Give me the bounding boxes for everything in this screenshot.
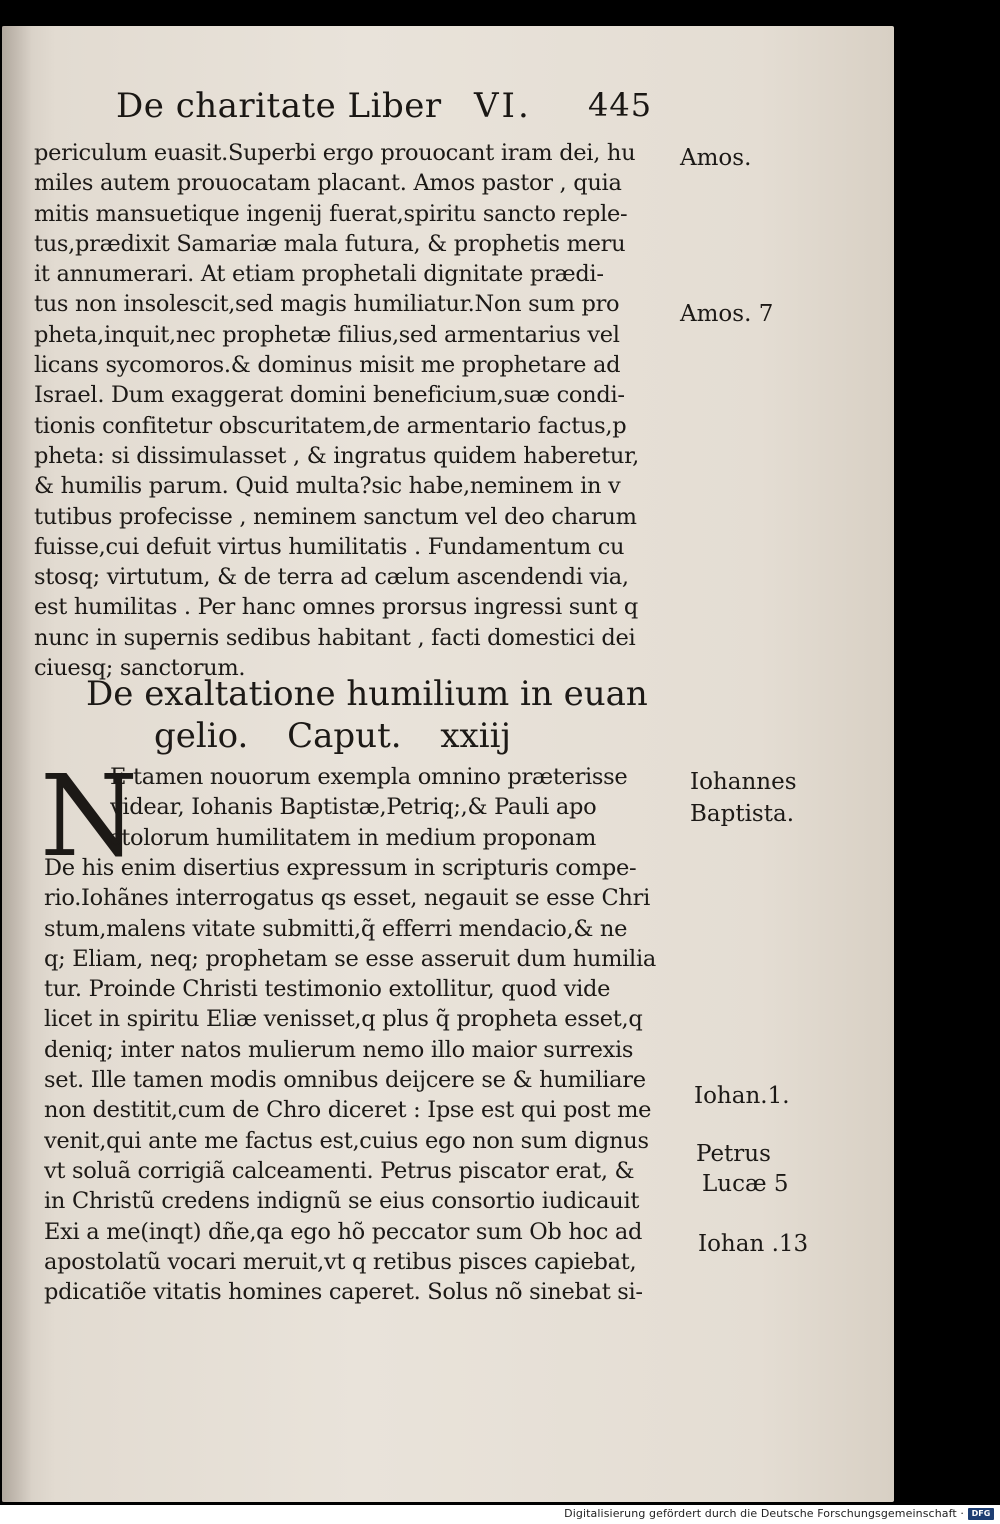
text-line: pheta: si dissimulasset , & ingratus quidem haberetur,	[34, 442, 639, 469]
text-line: mitis mansuetique ingenij fuerat,spiritu sancto reple-	[34, 200, 628, 227]
text-line: & humilis parum. Quid multa?sic habe,neminem in v	[34, 473, 621, 500]
drop-cap-initial: N	[40, 752, 138, 882]
text-line: deniq; inter natos mulierum nemo illo maior surrexis	[44, 1036, 634, 1063]
text-line: licans sycomoros.& dominus misit me prophetare ad	[34, 352, 621, 379]
text-line: non destitit,cum de Chro diceret : Ipse est qui post me	[44, 1097, 652, 1124]
text-line: tus,prædixit Samariæ mala futura, & prophetis meru	[34, 230, 626, 257]
chapter-subtitle: gelio. Caput. xxiij	[154, 716, 511, 756]
text-line: videar, Iohanis Baptistæ,Petriq;,& Pauli apo	[110, 794, 597, 821]
text-line: vt soluã corrigiã calceamenti. Petrus piscator erat, &	[44, 1157, 635, 1184]
text-line: venit,qui ante me factus est,cuius ego non sum dignus	[44, 1127, 649, 1154]
page-gutter-shadow	[2, 26, 32, 1502]
text-line: Exi a me(inqt) dñe,qa ego hõ peccator sum Ob hoc ad	[44, 1218, 643, 1245]
text-line: stolorum humilitatem in medium proponam	[110, 824, 597, 851]
text-line: fuisse,cui defuit virtus humilitatis . Fundamentum cu	[34, 533, 625, 560]
text-line: stum,malens vitate submitti,q̃ efferri mendacio,& ne	[44, 915, 628, 942]
text-line: set. Ille tamen modis omnibus deijcere se & humiliare	[44, 1067, 646, 1094]
dfg-logo: DFG	[968, 1508, 994, 1520]
body-text-part-1	[34, 138, 676, 683]
text-line: nunc in supernis sedibus habitant , facti domestici dei	[34, 624, 636, 651]
text-line: E tamen nouorum exempla omnino præterisse	[110, 764, 628, 790]
chapter-title: De exaltatione humilium in euan	[86, 674, 648, 714]
margin-note-lucae-5: Lucæ 5	[702, 1171, 789, 1197]
text-line: rio.Iohãnes interrogatus qs esset, negauit se esse Chri	[44, 885, 650, 912]
text-line: it annumerari. At etiam prophetali dignitate prædi-	[34, 261, 604, 288]
text-line: pdicatiõe vitatis homines caperet. Solus nõ sinebat si-	[44, 1279, 643, 1306]
text-line: tur. Proinde Christi testimonio extollitur, quod vide	[44, 976, 611, 1003]
text-line: stosq; virtutum, & de terra ad cælum ascendendi via,	[34, 564, 629, 591]
body-text-part-2	[110, 762, 680, 853]
page-number: 445	[588, 86, 653, 124]
text-line: in Christũ credens indignũ se eius consortio iudicauit	[44, 1188, 640, 1215]
digitization-credit: Digitalisierung gefördert durch die Deutsche Forschungsgemeinschaft ·	[564, 1507, 964, 1520]
margin-note-amos-7: Amos. 7	[680, 301, 774, 327]
text-line: tionis confitetur obscuritatem,de armentario factus,p	[34, 412, 627, 439]
text-line: ciuesq; sanctorum.	[34, 655, 246, 682]
body-text-part-3	[44, 853, 680, 1307]
text-line: est humilitas . Per hanc omnes prorsus ingressi sunt q	[34, 594, 639, 621]
margin-note-petrus: Petrus	[696, 1141, 771, 1167]
margin-note-baptista: Baptista.	[690, 801, 795, 827]
text-line: pheta,inquit,nec prophetæ filius,sed armentarius vel	[34, 321, 620, 348]
text-line: tutibus profecisse , neminem sanctum vel deo charum	[34, 503, 637, 530]
text-line: miles autem prouocatam placant. Amos pastor , quia	[34, 170, 622, 197]
running-head: De charitate Liber	[116, 86, 442, 126]
book-number: VI.	[474, 86, 532, 126]
text-line: periculum euasit.Superbi ergo prouocant iram dei, hu	[34, 140, 636, 166]
margin-note-amos: Amos.	[680, 145, 752, 171]
text-line: De his enim disertius expressum in scripturis compe-	[44, 855, 637, 881]
text-line: Israel. Dum exaggerat domini beneficium,suæ condi-	[34, 382, 625, 409]
text-line: tus non insolescit,sed magis humiliatur.Non sum pro	[34, 291, 620, 318]
margin-note-iohannes: Iohannes	[690, 769, 797, 795]
text-line: q; Eliam, neq; prophetam se esse asseruit dum humilia	[44, 945, 656, 972]
text-line: apostolatũ vocari meruit,vt q retibus pisces capiebat,	[44, 1248, 637, 1275]
text-line: licet in spiritu Eliæ venisset,q plus q̃ propheta esset,q	[44, 1006, 643, 1033]
margin-note-iohan-13: Iohan .13	[698, 1231, 809, 1257]
margin-note-iohan-1: Iohan.1.	[694, 1083, 790, 1109]
